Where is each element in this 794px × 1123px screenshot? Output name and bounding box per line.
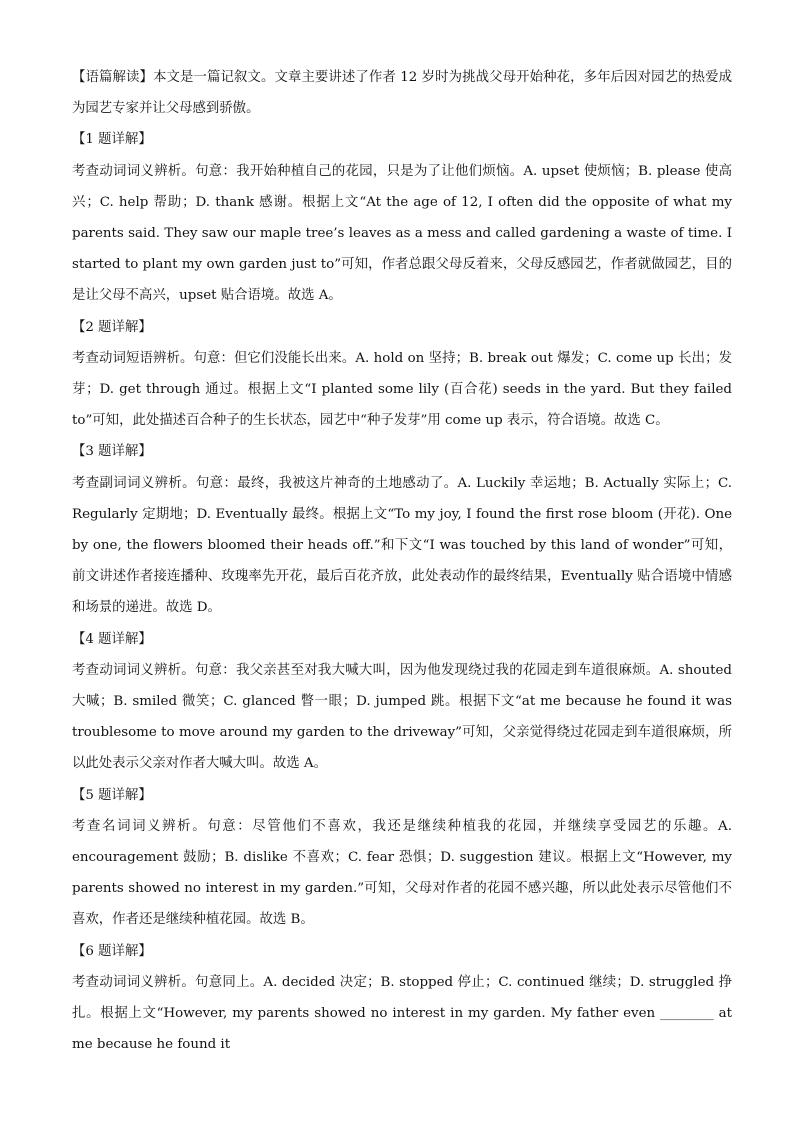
- question-5-explanation: 考查名词词义辨析。句意：尽管他们不喜欢，我还是继续种植我的花园，并继续享受园艺的乐趣。A. encouragement 鼓励；B. dislike 不喜欢；C. fear 恐惧；D. suggestion 建议。根据上文“However, my parents showed no interest in my garden.”可知，父母对作者的花园不感兴趣，所以此处表示尽管他们不喜欢，作者还是继续种植花园。故选 B。: [72, 818, 732, 928]
- question-1-explanation: 考查动词词义辨析。句意：我开始种植自己的花园，只是为了让他们烦恼。A. upset 使烦恼；B. please 使高兴；C. help 帮助；D. thank 感谢。根据上文“At the age of 12, I often did the opposite of what my parents said. They saw our maple tree’s leaves as a mess and called gardening a waste of time. I started to plant my own garden just to”可知，作者总跟父母反着来，父母反感园艺，作者就做园艺，目的是让父母不高兴，upset 贴合语境。故选 A。: [72, 163, 732, 304]
- question-5-heading: 【5 题详解】: [72, 787, 152, 803]
- question-3-explanation: 考查副词词义辨析。句意：最终，我被这片神奇的土地感动了。A. Luckily 幸运地；B. Actually 实际上；C. Regularly 定期地；D. Eventually 最终。根据上文“To my joy, I found the first rose bloom (开花). One by one, the flowers bloomed their heads off.”和下文“I was touched by this land of wonder”可知，前文讲述作者接连播种、玫瑰率先开花，最后百花齐放，此处表动作的最终结果，Eventually 贴合语境中情感和场景的递进。故选 D。: [72, 475, 732, 616]
- passage-summary: 【语篇解读】本文是一篇记叙文。文章主要讲述了作者 12 岁时为挑战父母开始种花，多年后因对园艺的热爱成为园艺专家并让父母感到骄傲。: [72, 70, 732, 117]
- question-2-explanation: 考查动词短语辨析。句意：但它们没能长出来。A. hold on 坚持；B. break out 爆发；C. come up 长出；发芽；D. get through 通过。根据上文“I planted some lily (百合花) seeds in the yard. But they failed to”可知，此处描述百合种子的生长状态，园艺中“种子发芽”用 come up 表示，符合语境。故选 C。: [72, 350, 732, 429]
- question-6-explanation: 考查动词词义辨析。句意同上。A. decided 决定；B. stopped 停止；C. continued 继续；D. struggled 挣扎。根据上文“However, my parents showed no interest in my garden. My father even ________ at me because he found it: [72, 974, 732, 1053]
- question-6-heading: 【6 题详解】: [72, 943, 152, 959]
- question-1-heading: 【1 题详解】: [72, 132, 152, 148]
- question-4-heading: 【4 题详解】: [72, 631, 152, 647]
- question-3-heading: 【3 题详解】: [72, 444, 152, 460]
- document-page: [72, 62, 732, 1061]
- question-2-heading: 【2 题详解】: [72, 319, 152, 335]
- question-4-explanation: 考查动词词义辨析。句意：我父亲甚至对我大喊大叫，因为他发现绕过我的花园走到车道很麻烦。A. shouted 大喊；B. smiled 微笑；C. glanced 瞥一眼；D. jumped 跳。根据下文“at me because he found it was troublesome to move around my garden to the driveway”可知，父亲觉得绕过花园走到车道很麻烦，所以此处表示父亲对作者大喊大叫。故选 A。: [72, 662, 732, 772]
